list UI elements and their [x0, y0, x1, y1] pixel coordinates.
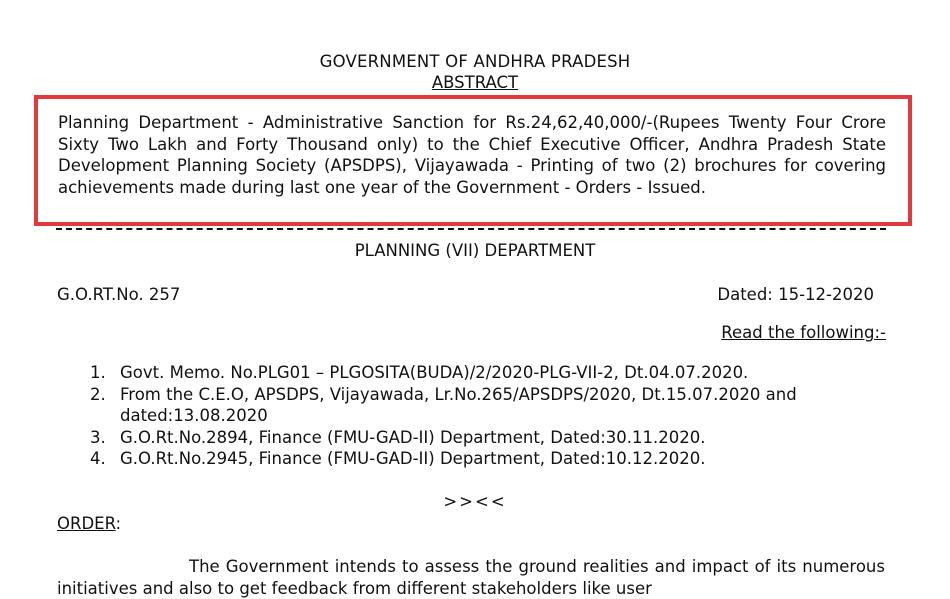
reference-list	[90, 362, 890, 470]
go-date: Dated: 15-12-2020	[717, 285, 874, 304]
subject-text: Planning Department - Administrative Sanction for Rs.24,62,40,000/-(Rupees Twenty Four Crore Sixty Two Lakh and Forty Thousand only) to the Chief Executive Officer, Andhra Pradesh State Development Planning Society (APSDPS), Vijayawada - Printing of two (2) brochures for covering achievements made during last one year of the Government - Orders - Issued.	[58, 113, 886, 197]
section-separator: >><<	[443, 492, 507, 511]
reference-number: 2.	[90, 384, 106, 404]
reference-text: G.O.Rt.No.2945, Finance (FMU-GAD-II) Department, Dated:10.12.2020.	[120, 449, 706, 468]
order-body-text: The Government intends to assess the ground realities and impact of its numerous initiatives and also to get feedback from different stakeholders like user	[57, 557, 885, 598]
order-label: ORDER	[57, 514, 116, 533]
go-number: G.O.RT.No. 257	[57, 285, 181, 304]
abstract-heading	[0, 73, 950, 92]
dashed-divider	[56, 228, 886, 230]
order-colon: :	[115, 514, 122, 533]
reference-item	[90, 384, 890, 427]
reference-number: 3.	[90, 427, 106, 447]
reference-item	[90, 362, 890, 384]
reference-number: 1.	[90, 363, 106, 382]
government-title: GOVERNMENT OF ANDHRA PRADESH	[319, 52, 631, 71]
reference-item	[90, 448, 890, 470]
reference-text: Govt. Memo. No.PLG01 – PLGOSITA(BUDA)/2/2020-PLG-VII-2, Dt.04.07.2020.	[120, 363, 749, 382]
read-following-heading: Read the following:-	[721, 323, 886, 342]
reference-text: From the C.E.O, APSDPS, Vijayawada, Lr.No.265/APSDPS/2020, Dt.15.07.2020 and dated:13.08.2020	[120, 384, 797, 425]
order-heading	[57, 514, 121, 533]
reference-text: G.O.Rt.No.2894, Finance (FMU-GAD-II) Department, Dated:30.11.2020.	[120, 427, 706, 447]
abstract-label: ABSTRACT	[431, 73, 519, 92]
reference-number: 4.	[90, 449, 106, 468]
reference-item	[90, 427, 890, 449]
department-heading: PLANNING (VII) DEPARTMENT	[354, 241, 596, 260]
